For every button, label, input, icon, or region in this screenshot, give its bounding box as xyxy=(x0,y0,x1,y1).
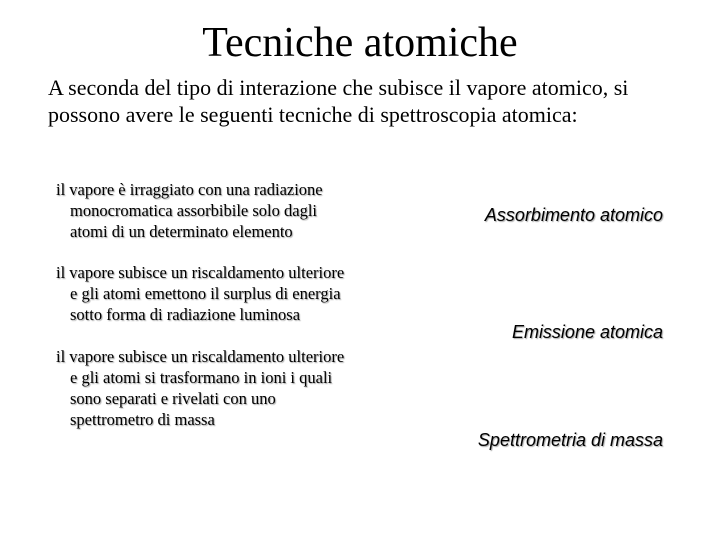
technique-name-absorption: Assorbimento atomico xyxy=(484,205,663,225)
description-line: sotto forma di radiazione luminosa xyxy=(70,305,301,324)
technique-description-emission xyxy=(56,262,416,325)
description-line: atomi di un determinato elemento xyxy=(70,222,293,241)
intro-paragraph: A seconda del tipo di interazione che subisce il vapore atomico, si possono avere le seguenti tecniche di spettroscopia atomica: xyxy=(48,75,629,127)
description-line: monocromatica assorbibile solo dagli xyxy=(70,201,317,220)
technique-description-absorption xyxy=(56,179,416,242)
description-line: spettrometro di massa xyxy=(70,410,215,429)
description-line: il vapore subisce un riscaldamento ulteriore xyxy=(56,263,345,282)
description-line: e gli atomi si trasformano in ioni i quali xyxy=(70,368,333,387)
description-line: e gli atomi emettono il surplus di energia xyxy=(70,284,341,303)
description-line: il vapore è irraggiato con una radiazione xyxy=(56,180,323,199)
technique-description-mass-spectrometry xyxy=(56,346,416,430)
technique-name-emission: Emissione atomica xyxy=(511,322,663,342)
slide-title: Tecniche atomiche xyxy=(202,20,518,66)
description-line: sono separati e rivelati con uno xyxy=(70,389,276,408)
description-line: il vapore subisce un riscaldamento ulteriore xyxy=(56,347,345,366)
technique-name-mass-spectrometry: Spettrometria di massa xyxy=(477,430,663,450)
